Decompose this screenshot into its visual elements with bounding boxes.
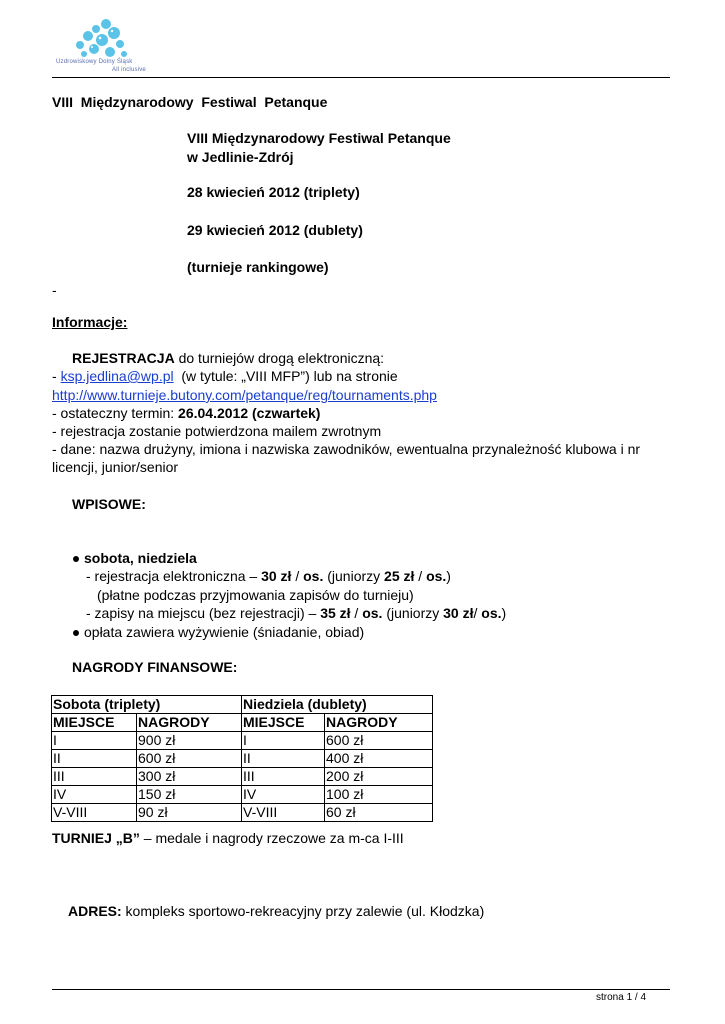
fees-line3-price: 35 zł <box>320 605 351 621</box>
fees-line1-a: - rejestracja elektroniczna – <box>86 568 262 584</box>
table-cell: I <box>52 732 137 750</box>
dash: - <box>52 282 57 298</box>
email-suffix: (w tytule: „VIII MFP”) lub na stronie <box>173 368 398 384</box>
logo-text-line2: All inclusive <box>112 67 146 73</box>
tournament-b-line <box>52 830 404 846</box>
table-cell: 60 zł <box>325 804 433 822</box>
address-line <box>68 903 484 919</box>
fees-line1-unit2: os. <box>426 568 447 584</box>
address-label: ADRES: <box>68 903 122 919</box>
page-number: strona 1 / 4 <box>596 992 647 1003</box>
fees-line3-sep: / <box>350 605 363 621</box>
tournament-b-label: TURNIEJ „B” <box>52 830 140 846</box>
header-rule <box>52 77 670 78</box>
col-prize: NAGRODY <box>137 714 242 732</box>
table-cell: IV <box>52 786 137 804</box>
col-place: MIEJSCE <box>52 714 137 732</box>
email-link[interactable]: ksp.jedlina@wp.pl <box>60 368 174 384</box>
email-line <box>52 368 398 384</box>
group-left: Sobota (triplety) <box>52 696 242 714</box>
intro-line1: VIII Międzynarodowy Festiwal Petanque <box>187 130 451 146</box>
prizes-heading: NAGRODY FINANSOWE: <box>72 659 238 675</box>
table-cell: IV <box>242 786 325 804</box>
registration-label: REJESTRACJA <box>72 350 175 366</box>
table-cell: 600 zł <box>325 732 433 750</box>
registration-line <box>72 350 384 366</box>
table-cell: 300 zł <box>137 768 242 786</box>
table-header-row <box>52 714 433 732</box>
fees-line3-unit: os. <box>362 605 383 621</box>
fees-line1-close: ) <box>446 568 451 584</box>
table-cell: 600 zł <box>137 750 242 768</box>
table-row <box>52 804 433 822</box>
registration-url-link[interactable]: http://www.turnieje.butony.com/petanque/reg/tournaments.php <box>52 387 437 403</box>
intro-date2: 29 kwiecień 2012 (dublety) <box>187 222 363 238</box>
fees-line1 <box>86 568 451 584</box>
fees-bullet2: opłata zawiera wyżywienie (śniadanie, obiad) <box>84 624 365 640</box>
fees-line3-sep2: / <box>473 605 482 621</box>
table-row <box>52 750 433 768</box>
table-cell: II <box>52 750 137 768</box>
table-cell: III <box>52 768 137 786</box>
table-row <box>52 786 433 804</box>
table-cell: II <box>242 750 325 768</box>
registration-text: do turniejów drogą elektroniczną: <box>174 350 385 366</box>
fees-line1-junior: (juniorzy <box>323 568 385 584</box>
tournament-b-text: – medale i nagrody rzeczowe za m-ca I-III <box>139 830 404 846</box>
fees-line1-junior-price: 25 zł <box>384 568 415 584</box>
table-cell: 100 zł <box>325 786 433 804</box>
group-right: Niedziela (dublety) <box>242 696 433 714</box>
fees-line1-price: 30 zł <box>261 568 292 584</box>
deadline-value: 26.04.2012 (czwartek) <box>178 405 321 421</box>
table-cell: 200 zł <box>325 768 433 786</box>
fees-line3-close: ) <box>501 605 507 621</box>
fees-line2: (płatne podczas przyjmowania zapisów do turnieju) <box>97 587 414 603</box>
email-prefix: - <box>52 368 61 384</box>
blue-pebbles-logo-icon <box>54 16 174 60</box>
intro-note: (turnieje rankingowe) <box>187 259 329 275</box>
table-cell: I <box>242 732 325 750</box>
table-row <box>52 732 433 750</box>
bullet-icon <box>73 556 79 562</box>
col-prize: NAGRODY <box>325 714 433 732</box>
fees-bullet1: sobota, niedziela <box>84 550 197 566</box>
intro-line2: w Jedlinie-Zdrój <box>187 149 294 165</box>
info-heading: Informacje: <box>52 314 128 330</box>
address-text: kompleks sportowo-rekreacyjny przy zalewie (ul. Kłodzka) <box>121 903 485 919</box>
table-group-row <box>52 696 433 714</box>
fees-line1-sep2: / <box>414 568 427 584</box>
fees-line1-sep: / <box>291 568 304 584</box>
table-cell: III <box>242 768 325 786</box>
table-row <box>52 768 433 786</box>
prizes-table <box>51 695 433 822</box>
fees-heading: WPISOWE: <box>72 496 146 512</box>
footer-rule <box>52 989 670 990</box>
logo <box>54 16 174 76</box>
page-title: VIII Międzynarodowy Festiwal Petanque <box>52 94 328 110</box>
fees-line3-a: - zapisy na miejscu (bez rejestracji) – <box>86 605 321 621</box>
bullet-icon <box>73 630 79 636</box>
table-cell: 90 zł <box>137 804 242 822</box>
intro-date1: 28 kwiecień 2012 (triplety) <box>187 184 360 200</box>
data-line1: - dane: nazwa drużyny, imiona i nazwiska zawodników, ewentualna przynależność klubowa i nr <box>52 441 641 457</box>
deadline-text: - ostateczny termin: <box>52 405 179 421</box>
table-cell: 400 zł <box>325 750 433 768</box>
data-line2: licencji, junior/senior <box>52 459 179 475</box>
fees-line1-unit: os. <box>303 568 324 584</box>
table-cell: 150 zł <box>137 786 242 804</box>
table-cell: V-VIII <box>52 804 137 822</box>
deadline-line <box>52 405 320 421</box>
fees-line3-unit2: os. <box>481 605 502 621</box>
fees-line3 <box>86 605 506 621</box>
col-place: MIEJSCE <box>242 714 325 732</box>
table-cell: V-VIII <box>242 804 325 822</box>
fees-line3-junior: (juniorzy <box>382 605 444 621</box>
confirm-line: - rejestracja zostanie potwierdzona mailem zwrotnym <box>52 423 382 439</box>
logo-text-line1: Uzdrowiskowy Dolny Śląsk <box>56 59 133 65</box>
table-cell: 900 zł <box>137 732 242 750</box>
fees-line3-junior-price: 30 zł <box>443 605 474 621</box>
